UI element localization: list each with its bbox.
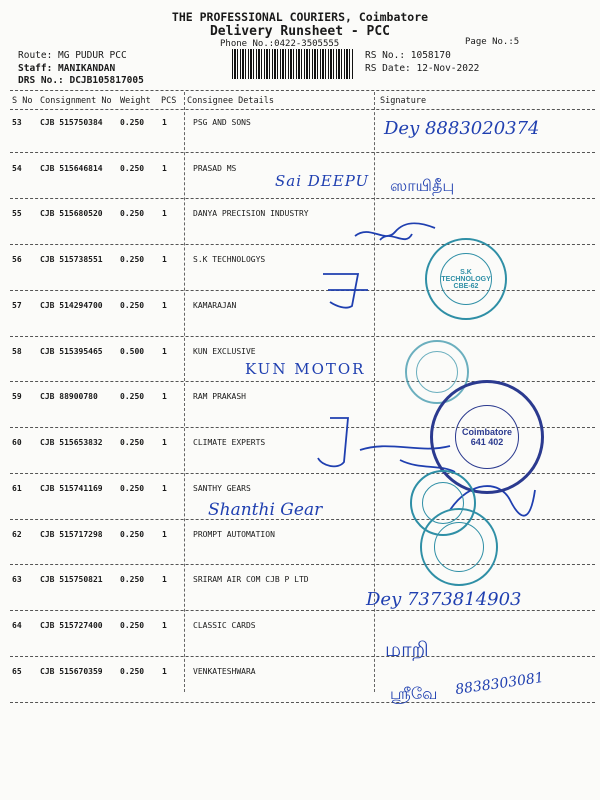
header-divider-bottom	[10, 109, 595, 110]
row-consignment: CJB 515680520	[40, 209, 103, 218]
stamp-text: S.K TECHNOLOGY CBE-62	[441, 268, 491, 290]
row-divider	[10, 198, 595, 199]
row-pcs: 1	[162, 621, 167, 630]
row-sno: 55	[12, 209, 22, 218]
row-pcs: 1	[162, 667, 167, 676]
row-sno: 56	[12, 255, 22, 264]
row-sno: 65	[12, 667, 22, 676]
rs-number: RS No.: 1058170	[365, 50, 451, 61]
row-weight: 0.250	[120, 392, 145, 401]
row-consignee: CLASSIC CARDS	[193, 621, 256, 630]
row-consignee: CLIMATE EXPERTS	[193, 438, 266, 447]
row-weight: 0.250	[120, 667, 145, 676]
signature-row-63: Dey 7373814903	[366, 589, 522, 610]
col-consignment: Consignment No	[40, 96, 112, 106]
sk-technology-stamp	[425, 238, 507, 320]
phone-number: Phone No.:0422-3505555	[220, 39, 340, 49]
row-pcs: 1	[162, 209, 167, 218]
signature-row-64: மாறி	[385, 637, 429, 661]
row-consignee: SRIRAM AIR COM CJB P LTD	[193, 575, 309, 584]
barcode	[232, 49, 354, 79]
row-divider	[10, 336, 595, 337]
row-consignee: PRASAD MS	[193, 164, 237, 173]
row-consignment: CJB 88900780	[40, 392, 98, 401]
row-sno: 57	[12, 301, 22, 310]
row-pcs: 1	[162, 118, 167, 127]
row-divider	[10, 152, 595, 153]
row-sno: 58	[12, 347, 22, 356]
row-consignee: SANTHY GEARS	[193, 484, 251, 493]
row-divider	[10, 564, 595, 565]
row-divider	[10, 702, 595, 703]
teal-stamp-large	[420, 508, 498, 586]
row-consignment: CJB 515738551	[40, 255, 103, 264]
row-consignment: CJB 515670359	[40, 667, 103, 676]
row-consignment: CJB 515750821	[40, 575, 103, 584]
col-signature: Signature	[380, 96, 427, 106]
handwritten-name-row-54: Sai DEEPU	[275, 172, 370, 190]
signature-row-65: ஸ்ரீவே	[390, 684, 438, 703]
row-consignee: KUN EXCLUSIVE	[193, 347, 256, 356]
stamp-inner	[416, 351, 458, 393]
row-consignment: CJB 515727400	[40, 621, 103, 630]
col-pcs: PCS	[161, 96, 177, 106]
column-divider	[184, 92, 185, 692]
row-weight: 0.250	[120, 209, 145, 218]
row-consignment: CJB 515750384	[40, 118, 103, 127]
row-sno: 62	[12, 530, 22, 539]
handwritten-name-row-58: KUN MOTOR	[245, 360, 366, 378]
row-pcs: 1	[162, 164, 167, 173]
signature-scribble-row-57	[318, 268, 378, 312]
row-sno: 63	[12, 575, 22, 584]
phone-row-65: 8838303081	[454, 669, 545, 699]
col-consignee: Consignee Details	[187, 96, 274, 106]
row-consignee: DANYA PRECISION INDUSTRY	[193, 209, 309, 218]
row-divider	[10, 656, 595, 657]
row-pcs: 1	[162, 392, 167, 401]
row-consignee: PROMPT AUTOMATION	[193, 530, 275, 539]
row-sno: 54	[12, 164, 22, 173]
row-sno: 60	[12, 438, 22, 447]
row-pcs: 1	[162, 255, 167, 264]
row-consignee: KAMARAJAN	[193, 301, 237, 310]
signature-row-53: Dey 8883020374	[384, 118, 540, 139]
row-weight: 0.250	[120, 438, 145, 447]
row-weight: 0.250	[120, 255, 145, 264]
row-weight: 0.250	[120, 530, 145, 539]
row-sno: 59	[12, 392, 22, 401]
row-weight: 0.250	[120, 301, 145, 310]
row-weight: 0.250	[120, 484, 145, 493]
row-divider	[10, 290, 595, 291]
route-label: Route: MG PUDUR PCC	[18, 50, 127, 61]
row-pcs: 1	[162, 438, 167, 447]
row-weight: 0.250	[120, 621, 145, 630]
drs-number: DRS No.: DCJB105817005	[18, 75, 144, 86]
row-consignment: CJB 515653832	[40, 438, 103, 447]
row-weight: 0.500	[120, 347, 145, 356]
row-weight: 0.250	[120, 575, 145, 584]
row-pcs: 1	[162, 575, 167, 584]
stamp-inner	[440, 253, 492, 305]
row-consignment: CJB 514294700	[40, 301, 103, 310]
row-divider	[10, 244, 595, 245]
row-pcs: 1	[162, 530, 167, 539]
page-number: Page No.:5	[465, 37, 520, 47]
row-pcs: 1	[162, 347, 167, 356]
row-divider	[10, 610, 595, 611]
header-divider-top	[10, 90, 595, 91]
signature-scribble-row-55	[350, 214, 440, 250]
row-consignment: CJB 515717298	[40, 530, 103, 539]
row-consignee: RAM PRAKASH	[193, 392, 246, 401]
stamp-text: Coimbatore 641 402	[461, 427, 512, 447]
row-sno: 64	[12, 621, 22, 630]
row-consignment: CJB 515395465	[40, 347, 103, 356]
runsheet-title: Delivery Runsheet - PCC	[209, 24, 390, 39]
col-sno: S No	[12, 96, 33, 106]
stamp-inner	[455, 405, 519, 469]
row-pcs: 1	[162, 484, 167, 493]
row-consignee: VENKATESHWARA	[193, 667, 256, 676]
row-consignee: S.K TECHNOLOGYS	[193, 255, 266, 264]
handwritten-name-row-61: Shanthi Gear	[208, 500, 323, 520]
row-divider	[10, 381, 595, 382]
row-pcs: 1	[162, 301, 167, 310]
row-weight: 0.250	[120, 164, 145, 173]
stamp-inner	[434, 522, 484, 572]
row-consignment: CJB 515646814	[40, 164, 103, 173]
staff-label: Staff: MANIKANDAN	[18, 63, 116, 74]
row-sno: 61	[12, 484, 22, 493]
row-weight: 0.250	[120, 118, 145, 127]
signature-row-54: ஸாயிதீபு	[390, 176, 455, 195]
row-consignee: PSG AND SONS	[193, 118, 251, 127]
rs-date: RS Date: 12-Nov-2022	[365, 63, 480, 74]
company-title: THE PROFESSIONAL COURIERS, Coimbatore	[171, 10, 429, 24]
col-weight: Weight	[120, 96, 151, 106]
row-consignment: CJB 515741169	[40, 484, 103, 493]
row-sno: 53	[12, 118, 22, 127]
